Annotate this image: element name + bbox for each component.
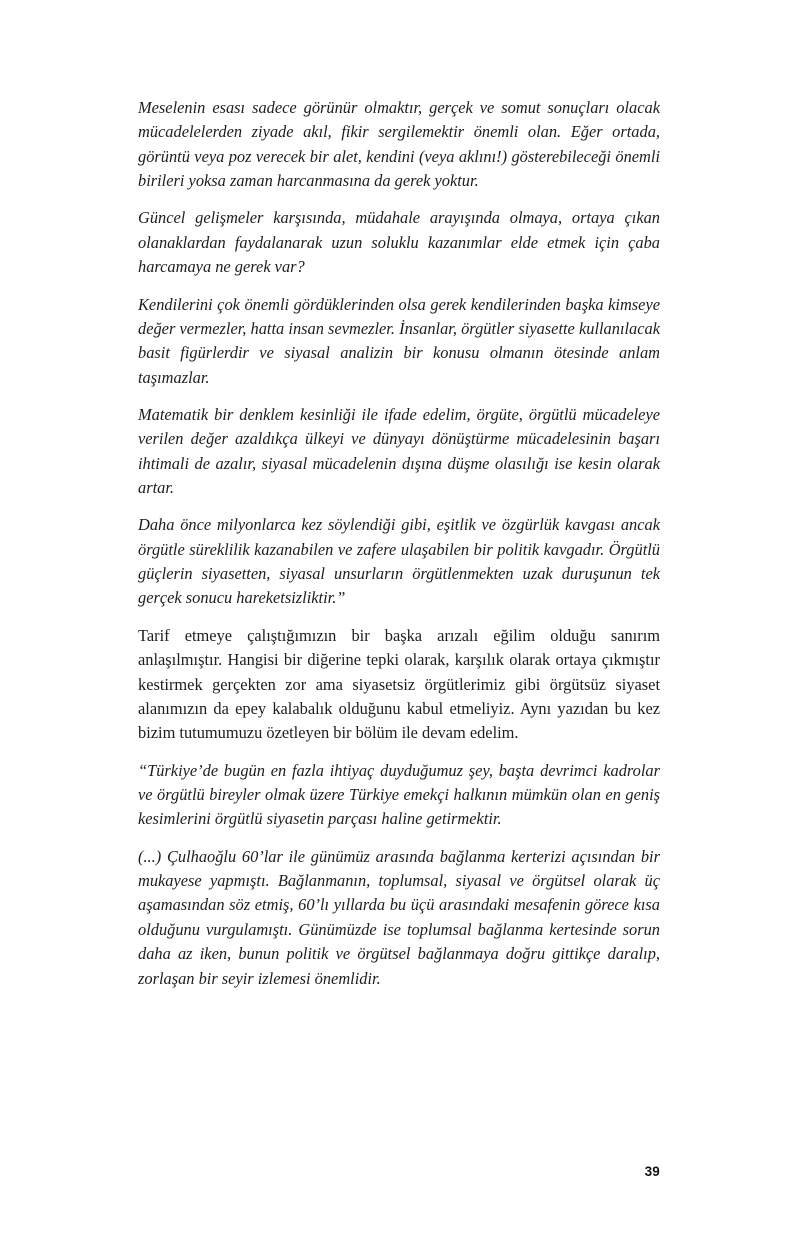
paragraph: (...) Çulhaoğlu 60’lar ile günümüz arasında bağlanma kerterizi açısından bir mukayese yapmıştı. Bağlanmanın, toplumsal, siyasal ve örgütsel olarak üç aşamasından söz etmiş, 60’lı yıllarda bu üçü arasındaki mesafenin görece kısa olduğunu vurgulamıştı. Günümüzde ise toplumsal bağlanma kertesinde sorun daha az iken, bunun politik ve örgütsel bağlanmaya doğru gittikçe daralıp, zorlaşan bir seyir izlemesi önemlidir. (138, 846, 660, 988)
paragraph: Matematik bir denklem kesinliği ile ifade edelim, örgüte, örgütlü mücadeleye verilen değer azaldıkça ülkeyi ve dünyayı dönüştürme mücadelesinin başarı ihtimali de azalır, siyasal mücadelenin dışına düşme olasılığı ise kesin olarak artar. (138, 404, 660, 498)
paragraph: Kendilerini çok önemli gördüklerinden olsa gerek kendilerinden başka kimseye değer vermezler, hatta insan sevmezler. İnsanlar, örgütler siyasette kullanılacak basit figürlerdir ve siyasal analizin bir konusu olmanın ötesinde anlam taşımazlar. (138, 294, 660, 387)
paragraph: Daha önce milyonlarca kez söylendiği gibi, eşitlik ve özgürlük kavgası ancak örgütle süreklilik kazanabilen ve zafere ulaşabilen bir politik kavgadır. Örgütlü güçlerin siyasetten, siyasal unsurların örgütlenmekten uzak duruşunun tek gerçek sonucu hareketsizliktir.” (138, 515, 660, 608)
paragraph: Meselenin esası sadece görünür olmaktır, gerçek ve somut sonuçları olacak mücadelelerden ziyade akıl, fikir sergilemektir önemli olan. Eğer ortada, görüntü veya poz verecek bir alet, kendini (veya aklını!) gösterebileceği önemli birileri yoksa zaman harcanmasına da gerek yoktur. (138, 98, 660, 191)
paragraph: Güncel gelişmeler karşısında, müdahale arayışında olmaya, ortaya çıkan olanaklardan faydalanarak uzun soluklu kazanımlar elde etmek için çaba harcamaya ne gerek var? (138, 208, 660, 277)
paragraph: “Türkiye’de bugün en fazla ihtiyaç duyduğumuz şey, başta devrimci kadrolar ve örgütlü bireyler olmak üzere Türkiye emekçi halkının mümkün olan en geniş kesimlerini örgütlü siyasetin parçası haline getirmektir. (138, 760, 660, 829)
paragraph: Tarif etmeye çalıştığımızın bir başka arızalı eğilim olduğu sanırım anlaşılmıştır. Hangisi bir diğerine tepki olarak, karşılık olarak ortaya çıkmıştır kestirmek gerçekten zor ama siyasetsiz örgütlerimiz gibi örgütsüz siyaset alanımızın da epey kalabalık olduğunu kabul etmeliyiz. Aynı yazıdan bu kez bizim tutumumuzu özetleyen bir bölüm ile devam edelim. (138, 625, 660, 743)
page-number: 39 (644, 1164, 660, 1179)
page-body-text (138, 96, 660, 991)
